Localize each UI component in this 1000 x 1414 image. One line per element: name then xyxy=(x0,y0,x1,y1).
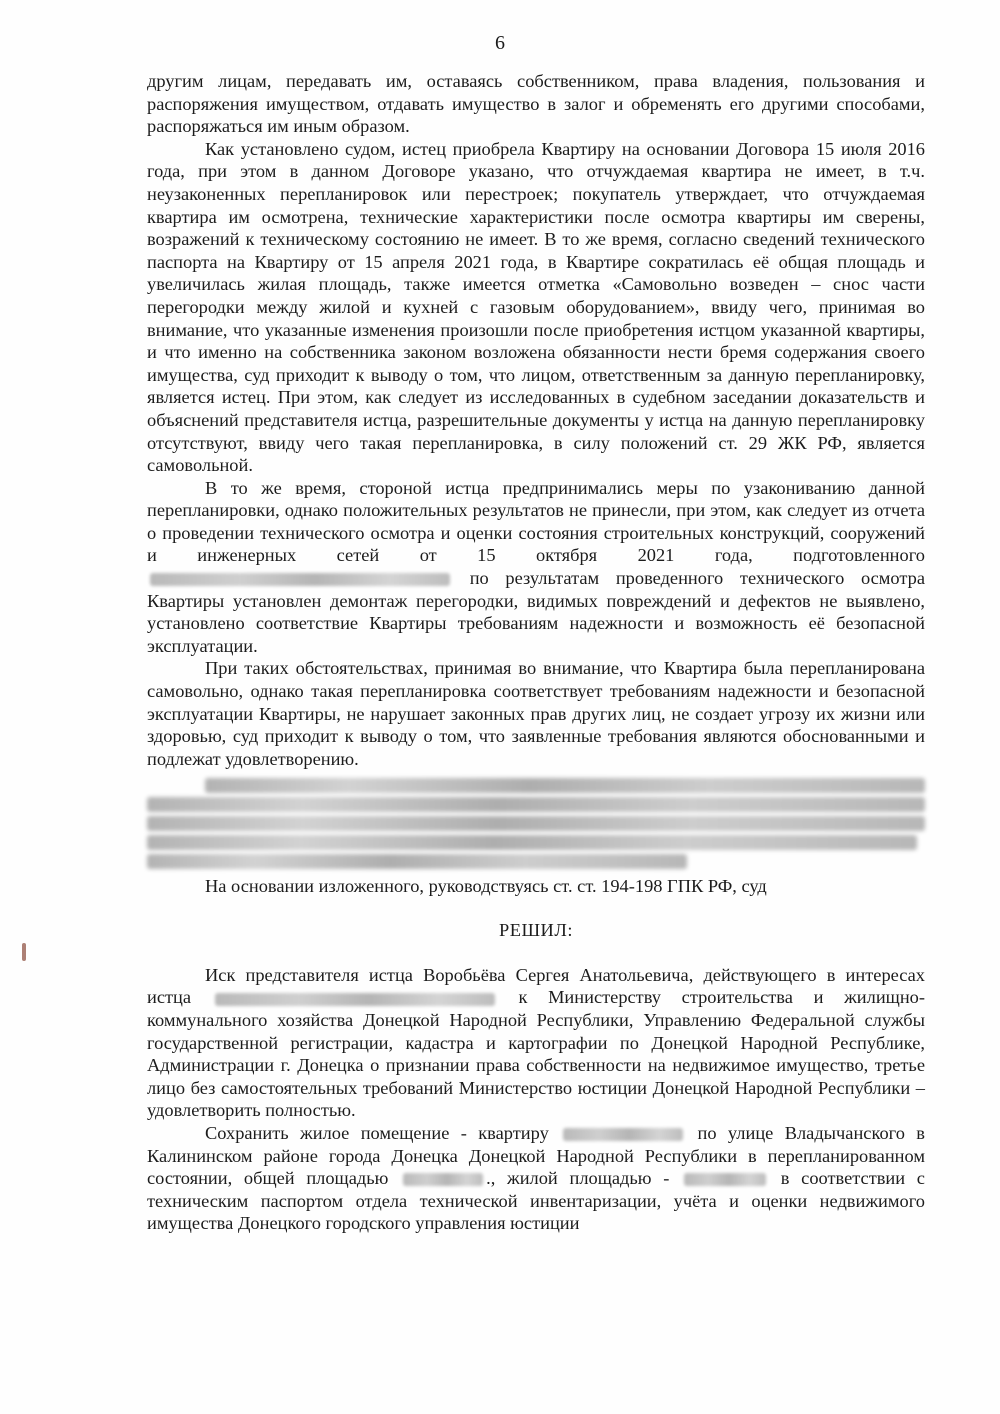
redacted-living-area xyxy=(684,1173,766,1186)
paragraph-7-part-1: Сохранить жилое помещение - квартиру xyxy=(205,1122,549,1143)
paragraph-7-part-3: ., жилой площадью - xyxy=(486,1168,670,1189)
redacted-line xyxy=(147,854,687,869)
redacted-line xyxy=(147,797,925,812)
paragraph-7-part-2: по улице Владычанского в Калининском районе города Донецка Донецкой Народной Республики в перепланированном состоянии, общей площадью xyxy=(147,1122,925,1189)
redacted-total-area xyxy=(403,1173,483,1186)
paragraph-7 xyxy=(147,1122,925,1235)
paragraph-3-part-1: В то же время, стороной истца предпринимались меры по узакониванию данной перепланировки, однако положительных результатов не принесли, при этом, как следует из отчета о проведении технического осмотра и оценки состояния строительных конструкций, сооружений и инженерных сетей от 15 октября 2021 года, подготовленного xyxy=(147,477,925,566)
redacted-plaintiff-name xyxy=(215,993,495,1006)
paragraph-7-part-4: в соответствии с техническим паспортом отдела технической инвентаризации, учёта и оценки недвижимого имущества Донецкого городского управления юстиции xyxy=(147,1168,925,1234)
paragraph-3-part-2: по результатам проведенного технического осмотра Квартиры установлен демонтаж перегородки, видимых повреждений и дефектов не выявлено, установлено соответствие Квартиры требованиям надежности и возможность её безопасной эксплуатации. xyxy=(147,568,925,656)
paragraph-6-part-2: к Министерству строительства и жилищно-коммунального хозяйства Донецкой Народной Республики, Управлению Федеральной службы государственной регистрации, кадастра и картографии по Донецкой Народной Республике, Администрации г. Донецка о признании права собственности на недвижимое имущество, третье лицо без самостоятельных требований Министерство юстиции Донецкой Народной Республики – удовлетворить полностью. xyxy=(147,987,925,1121)
redacted-line xyxy=(147,816,925,831)
page-number: 6 xyxy=(495,32,505,54)
redacted-organization xyxy=(150,573,450,586)
document-body xyxy=(147,70,925,1235)
paragraph-2: Как установлено судом, истец приобрела Квартиру на основании Договора 15 июля 2016 года, при этом в данном Договоре указано, что отчуждаемая квартира не имеет, в т.ч. неузаконенных перепланировок или перестроек; покупатель утверждает, что отчуждаемая квартира им осмотрена, технические характеристики после осмотра квартиры им сверены, возражений к техническому состоянию не имеет. В то же время, согласно сведений технического паспорта на Квартиру от 15 апреля 2021 года, в Квартире сократилась её общая площадь и увеличилась жилая площадь, также имеется отметка «Самовольно возведен – снос части перегородки между жилой и кухней с газовым оборудованием», ввиду чего, принимая во внимание, что указанные изменения произошли после приобретения истцом указанной квартиры, и что именно на собственника законом возложена обязанности нести бремя содержания своего имущества, суд приходит к выводу о том, что лицом, ответственным за данную перепланировку, является истец. При этом, как следует из исследованных в судебном заседании доказательств и объяснений представителя истца, разрешительные документы у истца на данную перепланировку отсутствуют, ввиду чего такая перепланировка, в силу положений ст. 29 ЖК РФ, является самовольной. xyxy=(147,138,925,476)
paragraph-5: На основании изложенного, руководствуясь ст. ст. 194-198 ГПК РФ, суд xyxy=(205,875,767,896)
redacted-line xyxy=(205,778,925,793)
scan-edge-mark xyxy=(22,943,26,961)
redacted-line xyxy=(147,835,917,850)
decision-heading: РЕШИЛ: xyxy=(499,920,573,941)
paragraph-1: другим лицам, передавать им, оставаясь собственником, права владения, пользования и распоряжения имуществом, отдавать имущество в залог и обременять его другими способами, распоряжаться им иным образом. xyxy=(147,71,925,137)
paragraph-3 xyxy=(147,477,925,658)
paragraph-6 xyxy=(147,964,925,1122)
paragraph-6-part-1: Иск представителя истца Воробьёва Сергея Анатольевича, действующего в интересах истца xyxy=(147,964,925,1008)
paragraph-4: При таких обстоятельствах, принимая во внимание, что Квартира была перепланирована самовольно, однако такая перепланировка соответствует требованиям надежности и безопасной эксплуатации Квартиры, не нарушает законных прав других лиц, не создает угрозу их жизни или здоровью, суд приходит к выводу о том, что заявленные требования являются обоснованными и подлежат удовлетворению. xyxy=(147,658,925,769)
redacted-apartment-number xyxy=(563,1128,683,1141)
redacted-paragraph xyxy=(147,778,925,868)
